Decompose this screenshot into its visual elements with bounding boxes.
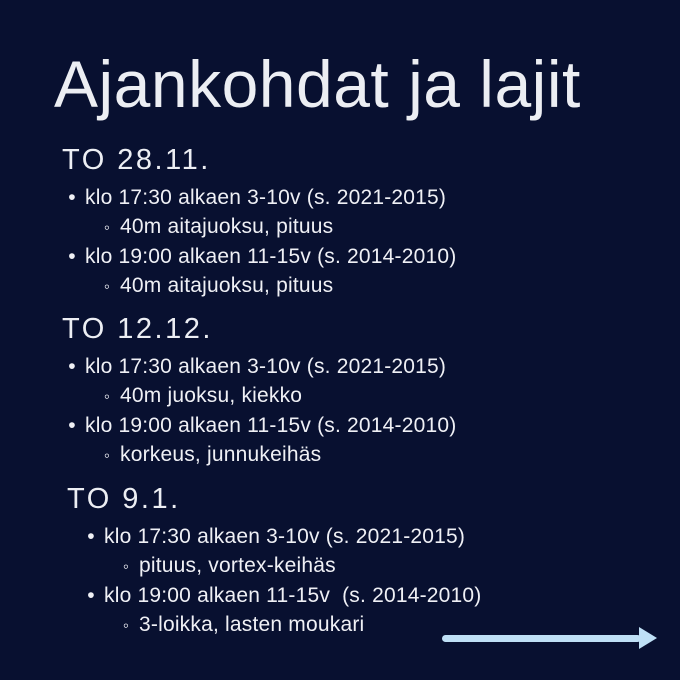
page-title: Ajankohdat ja lajit: [54, 47, 581, 121]
time-slot: [81, 522, 642, 551]
arrow-right-icon: [442, 627, 658, 649]
bullet-dot-icon: [64, 183, 80, 212]
bullet-dot-icon: [83, 522, 99, 551]
event-item: [62, 381, 642, 411]
section-heading: TO 9.1.: [67, 483, 181, 515]
bullet-dot-icon: [83, 581, 99, 610]
bullet-dot-icon: [64, 352, 80, 381]
event-item: [62, 212, 642, 242]
slot-time-label: klo 17:30 alkaen 3-10v (s. 2021-2015): [85, 355, 447, 378]
slot-list: [81, 522, 642, 640]
event-item: [81, 551, 642, 581]
section-to-12-12: [62, 310, 642, 470]
arrow-shaft: [442, 635, 641, 642]
arrow-head: [639, 627, 657, 649]
bullet-dot-icon: [64, 242, 80, 271]
section-to-28-11: [62, 141, 642, 301]
bullet-circle-icon: [118, 552, 134, 581]
section-heading: TO 12.12.: [62, 313, 213, 345]
slot-time-label: klo 19:00 alkaen 11-15v (s. 2014-2010): [85, 414, 457, 437]
slot-events-label: korkeus, junnukeihäs: [120, 443, 322, 466]
section-heading: TO 28.11.: [62, 144, 211, 176]
section-to-9-1: [62, 480, 642, 640]
bullet-circle-icon: [99, 213, 115, 242]
event-item: [62, 440, 642, 470]
slot-time-label: klo 17:30 alkaen 3-10v (s. 2021-2015): [104, 525, 466, 548]
slot-time-label: klo 17:30 alkaen 3-10v (s. 2021-2015): [85, 186, 447, 209]
time-slot: [62, 242, 642, 271]
time-slot: [62, 411, 642, 440]
bullet-circle-icon: [99, 441, 115, 470]
slot-events-label: pituus, vortex-keihäs: [139, 554, 336, 577]
bullet-circle-icon: [118, 611, 134, 640]
time-slot: [62, 352, 642, 381]
event-item: [62, 271, 642, 301]
bullet-circle-icon: [99, 382, 115, 411]
slot-events-label: 40m juoksu, kiekko: [120, 384, 303, 407]
time-slot: [62, 183, 642, 212]
slot-time-label: klo 19:00 alkaen 11-15v (s. 2014-2010): [85, 245, 457, 268]
slot-events-label: 40m aitajuoksu, pituus: [120, 215, 334, 238]
slot-events-label: 3-loikka, lasten moukari: [139, 613, 365, 636]
bullet-dot-icon: [64, 411, 80, 440]
bullet-circle-icon: [99, 272, 115, 301]
time-slot: [81, 581, 642, 610]
slot-list: [62, 183, 642, 301]
slot-events-label: 40m aitajuoksu, pituus: [120, 274, 334, 297]
slot-time-label: klo 19:00 alkaen 11-15v (s. 2014-2010): [104, 584, 482, 607]
slot-list: [62, 352, 642, 470]
